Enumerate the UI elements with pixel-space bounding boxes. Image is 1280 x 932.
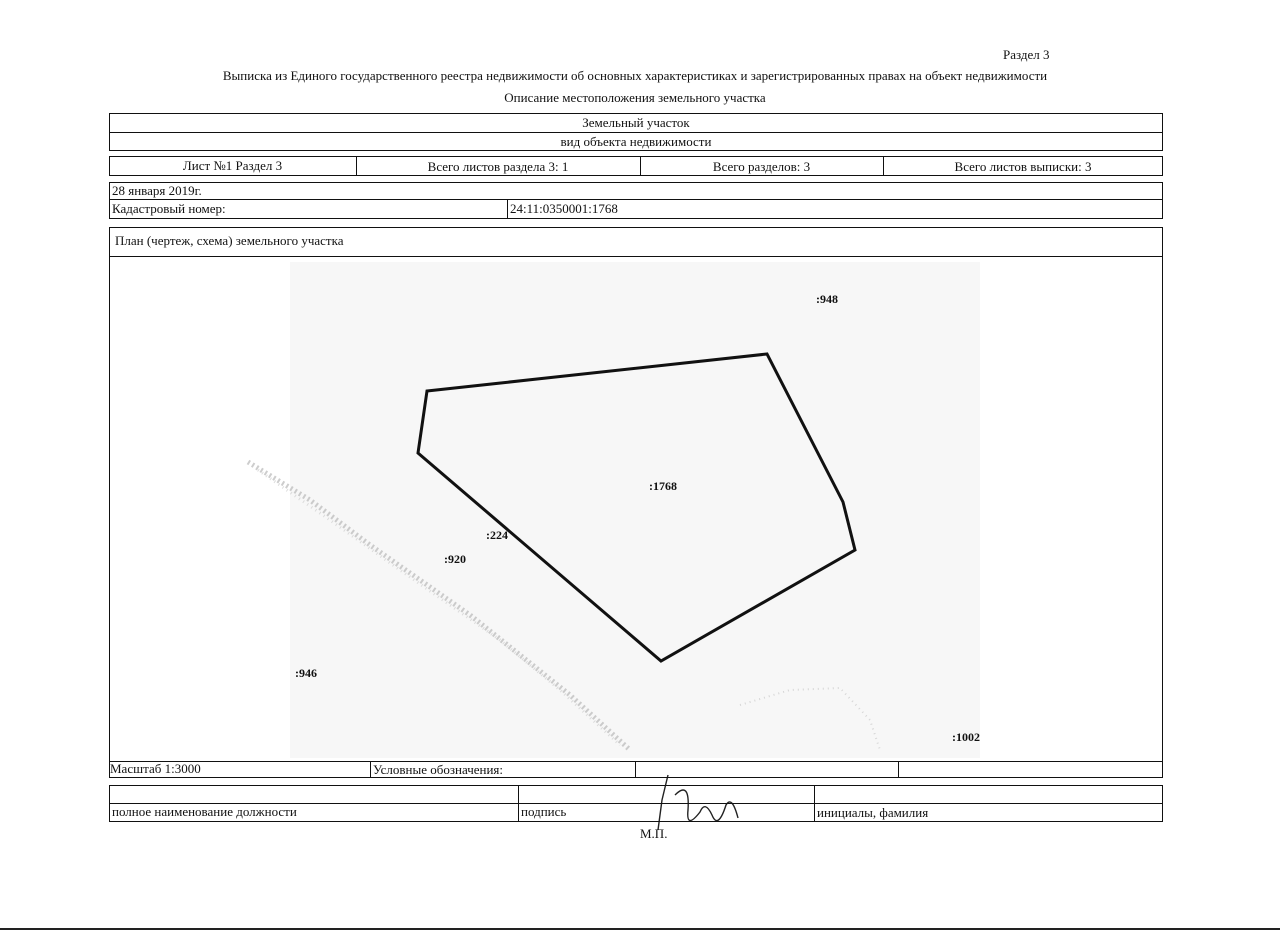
legend-text: Условные обозначения:: [373, 762, 504, 777]
signature-col-divider-2: [814, 785, 815, 822]
legend-divider-1: [635, 761, 636, 778]
section-sheets: Всего листов раздела 3: 1: [427, 159, 569, 174]
stamp-label: М.П.: [640, 826, 668, 841]
object-name: Земельный участок: [582, 115, 690, 130]
initials-label: инициалы, фамилия: [817, 805, 929, 820]
extract-date: 28 января 2019г.: [112, 183, 202, 198]
position-label: полное наименование должности: [112, 804, 297, 819]
section-label: Раздел 3: [1003, 47, 1050, 62]
scale-divider: [370, 761, 371, 778]
signature-label: подпись: [521, 804, 567, 819]
sheet-number: Лист №1 Раздел 3: [182, 158, 283, 173]
neighbor-label-920: :920: [444, 552, 466, 566]
scale-legend-row: [109, 761, 1163, 778]
plan-title: План (чертеж, схема) земельного участка: [115, 233, 344, 248]
neighbor-label-948: :948: [816, 292, 838, 306]
document-title: Выписка из Единого государственного реестра недвижимости об основных характеристиках и зарегистрированных правах на объект недвижимости: [222, 68, 1048, 83]
neighbor-label-224: :224: [486, 528, 508, 542]
neighbor-label-1002: :1002: [952, 730, 980, 744]
document-subtitle: Описание местоположения земельного участка: [504, 90, 766, 105]
cadastral-label: Кадастровый номер:: [112, 201, 226, 216]
neighbor-label-946: :946: [295, 666, 317, 680]
scale-text: Масштаб 1:3000: [110, 761, 201, 776]
parcel-label-1768: :1768: [649, 479, 677, 493]
scan-edge: [0, 928, 1280, 930]
object-type-label: вид объекта недвижимости: [560, 134, 712, 149]
extract-sheets: Всего листов выписки: 3: [954, 159, 1092, 174]
sections-total: Всего разделов: 3: [712, 159, 811, 174]
legend-divider-2: [898, 761, 899, 778]
cadastral-number: 24:11:0350001:1768: [510, 201, 618, 216]
map-background: [290, 262, 980, 758]
signature-col-divider-1: [518, 785, 519, 822]
